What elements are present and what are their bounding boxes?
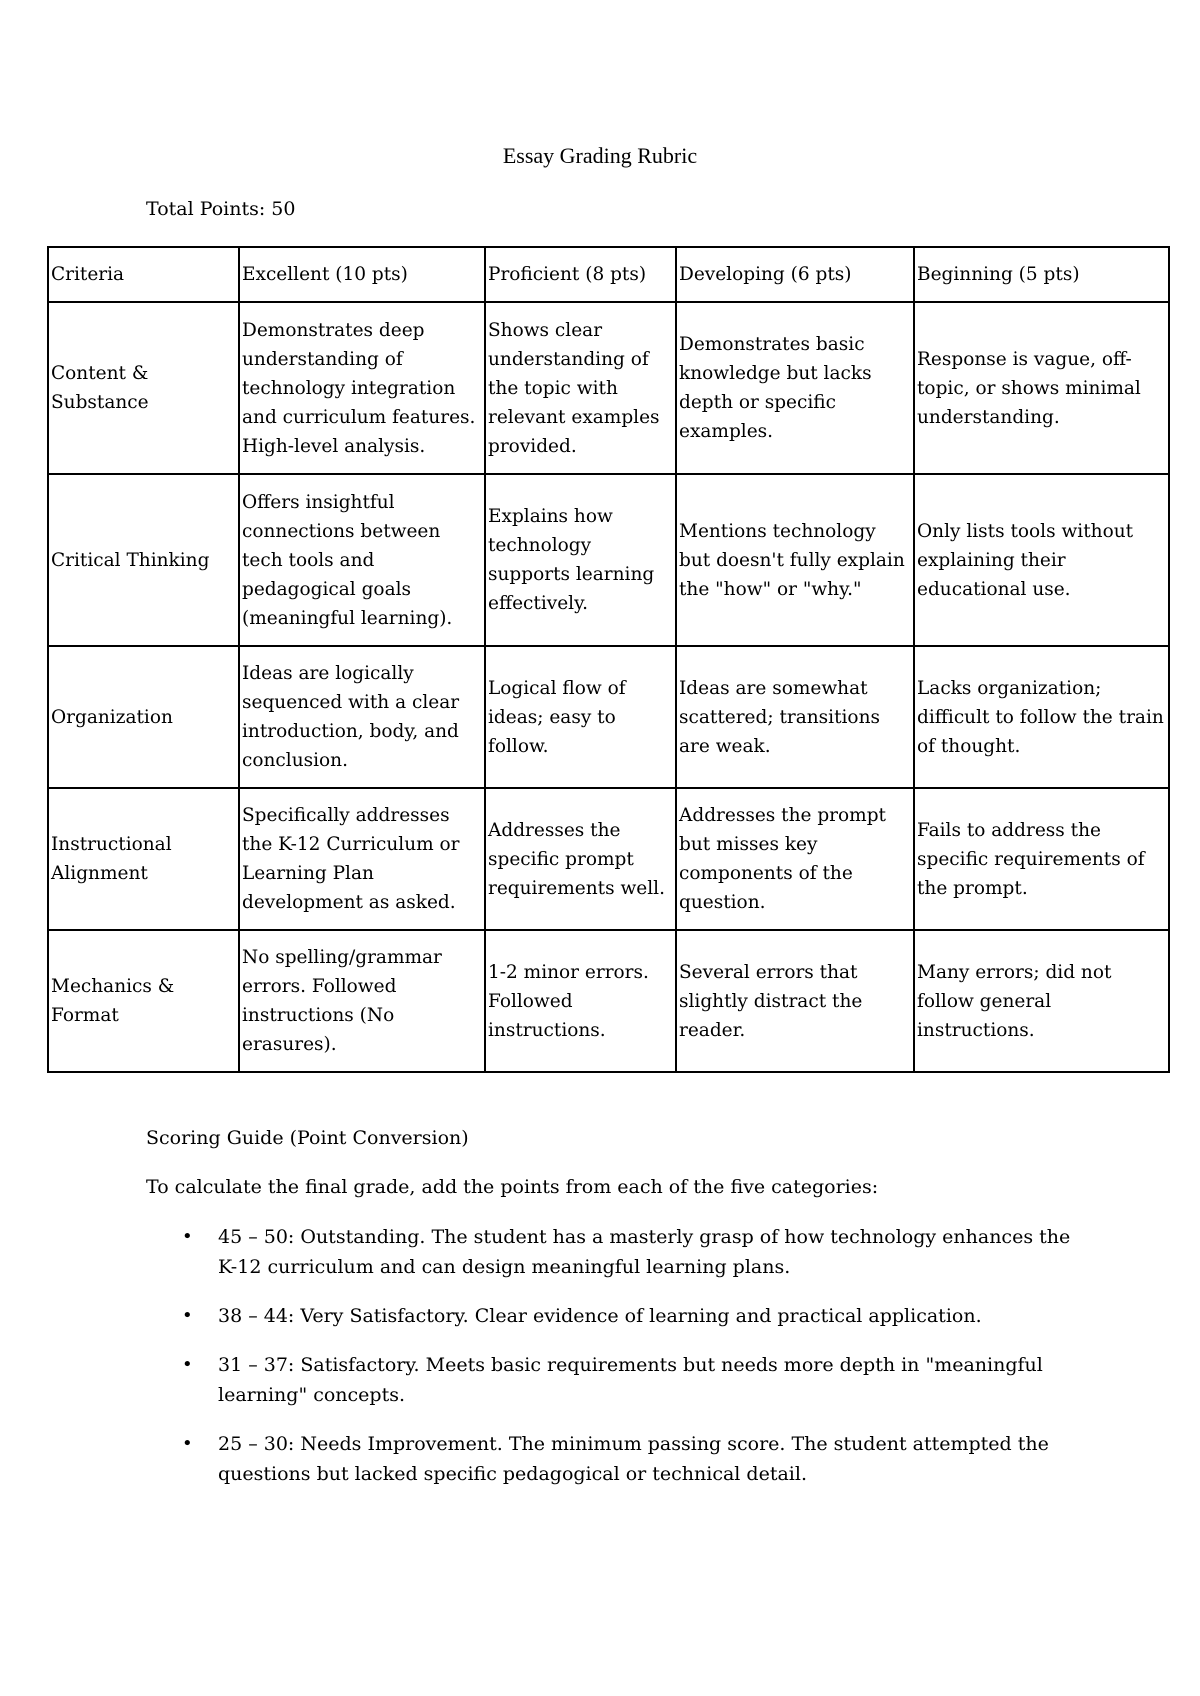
beginning-cell: Lacks organization; difficult to follow the train of thought.	[914, 646, 1169, 788]
table-row	[48, 930, 1169, 1072]
scoring-item-text: 38 – 44: Very Satisfactory. Clear evidence of learning and practical application.	[218, 1305, 982, 1327]
list-item	[146, 1429, 1076, 1489]
bullet-icon: •	[182, 1305, 193, 1326]
excellent-cell: Specifically addresses the K-12 Curriculum or Learning Plan development as asked.	[239, 788, 485, 930]
criteria-cell: Mechanics & Format	[48, 930, 239, 1072]
beginning-cell: Fails to address the specific requirements of the prompt.	[914, 788, 1169, 930]
list-item	[146, 1350, 1076, 1410]
proficient-cell: Logical flow of ideas; easy to follow.	[485, 646, 676, 788]
criteria-cell: Organization	[48, 646, 239, 788]
total-points: Total Points: 50	[146, 198, 296, 220]
header-excellent: Excellent (10 pts)	[239, 247, 485, 302]
header-criteria: Criteria	[48, 247, 239, 302]
proficient-cell: Shows clear understanding of the topic with relevant examples provided.	[485, 302, 676, 474]
proficient-cell: 1-2 minor errors. Followed instructions.	[485, 930, 676, 1072]
header-beginning: Beginning (5 pts)	[914, 247, 1169, 302]
scoring-item-text: 45 – 50: Outstanding. The student has a masterly grasp of how technology enhances the K-12 curriculum and can design meaningful learning plans.	[218, 1226, 1071, 1278]
beginning-cell: Response is vague, off-topic, or shows minimal understanding.	[914, 302, 1169, 474]
scoring-item-text: 25 – 30: Needs Improvement. The minimum passing score. The student attempted the questions but lacked specific pedagogical or technical detail.	[218, 1433, 1049, 1485]
excellent-cell: Demonstrates deep understanding of technology integration and curriculum features. High-level analysis.	[239, 302, 485, 474]
header-proficient: Proficient (8 pts)	[485, 247, 676, 302]
bullet-icon: •	[182, 1433, 193, 1454]
table-row	[48, 788, 1169, 930]
developing-cell: Ideas are somewhat scattered; transitions are weak.	[676, 646, 914, 788]
criteria-cell: Content & Substance	[48, 302, 239, 474]
scoring-item-text: 31 – 37: Satisfactory. Meets basic requirements but needs more depth in "meaningful learning" concepts.	[218, 1354, 1043, 1406]
bullet-icon: •	[182, 1226, 193, 1247]
criteria-cell: Critical Thinking	[48, 474, 239, 646]
scoring-guide-intro: To calculate the final grade, add the points from each of the five categories:	[146, 1176, 879, 1198]
developing-cell: Mentions technology but doesn't fully explain the "how" or "why."	[676, 474, 914, 646]
excellent-cell: No spelling/grammar errors. Followed instructions (No erasures).	[239, 930, 485, 1072]
rubric-table	[47, 246, 1170, 1073]
bullet-icon: •	[182, 1354, 193, 1375]
criteria-cell: Instructional Alignment	[48, 788, 239, 930]
rubric-header-row	[48, 247, 1169, 302]
table-row	[48, 302, 1169, 474]
excellent-cell: Offers insightful connections between tech tools and pedagogical goals (meaningful learning).	[239, 474, 485, 646]
scoring-guide-list	[146, 1222, 1076, 1508]
developing-cell: Several errors that slightly distract the reader.	[676, 930, 914, 1072]
developing-cell: Demonstrates basic knowledge but lacks depth or specific examples.	[676, 302, 914, 474]
list-item	[146, 1222, 1076, 1282]
proficient-cell: Addresses the specific prompt requirements well.	[485, 788, 676, 930]
excellent-cell: Ideas are logically sequenced with a clear introduction, body, and conclusion.	[239, 646, 485, 788]
table-row	[48, 474, 1169, 646]
list-item	[146, 1301, 1076, 1331]
table-row	[48, 646, 1169, 788]
document-title: Essay Grading Rubric	[502, 143, 698, 168]
scoring-guide-heading: Scoring Guide (Point Conversion)	[146, 1127, 469, 1149]
proficient-cell: Explains how technology supports learning effectively.	[485, 474, 676, 646]
beginning-cell: Only lists tools without explaining their educational use.	[914, 474, 1169, 646]
beginning-cell: Many errors; did not follow general instructions.	[914, 930, 1169, 1072]
developing-cell: Addresses the prompt but misses key components of the question.	[676, 788, 914, 930]
header-developing: Developing (6 pts)	[676, 247, 914, 302]
